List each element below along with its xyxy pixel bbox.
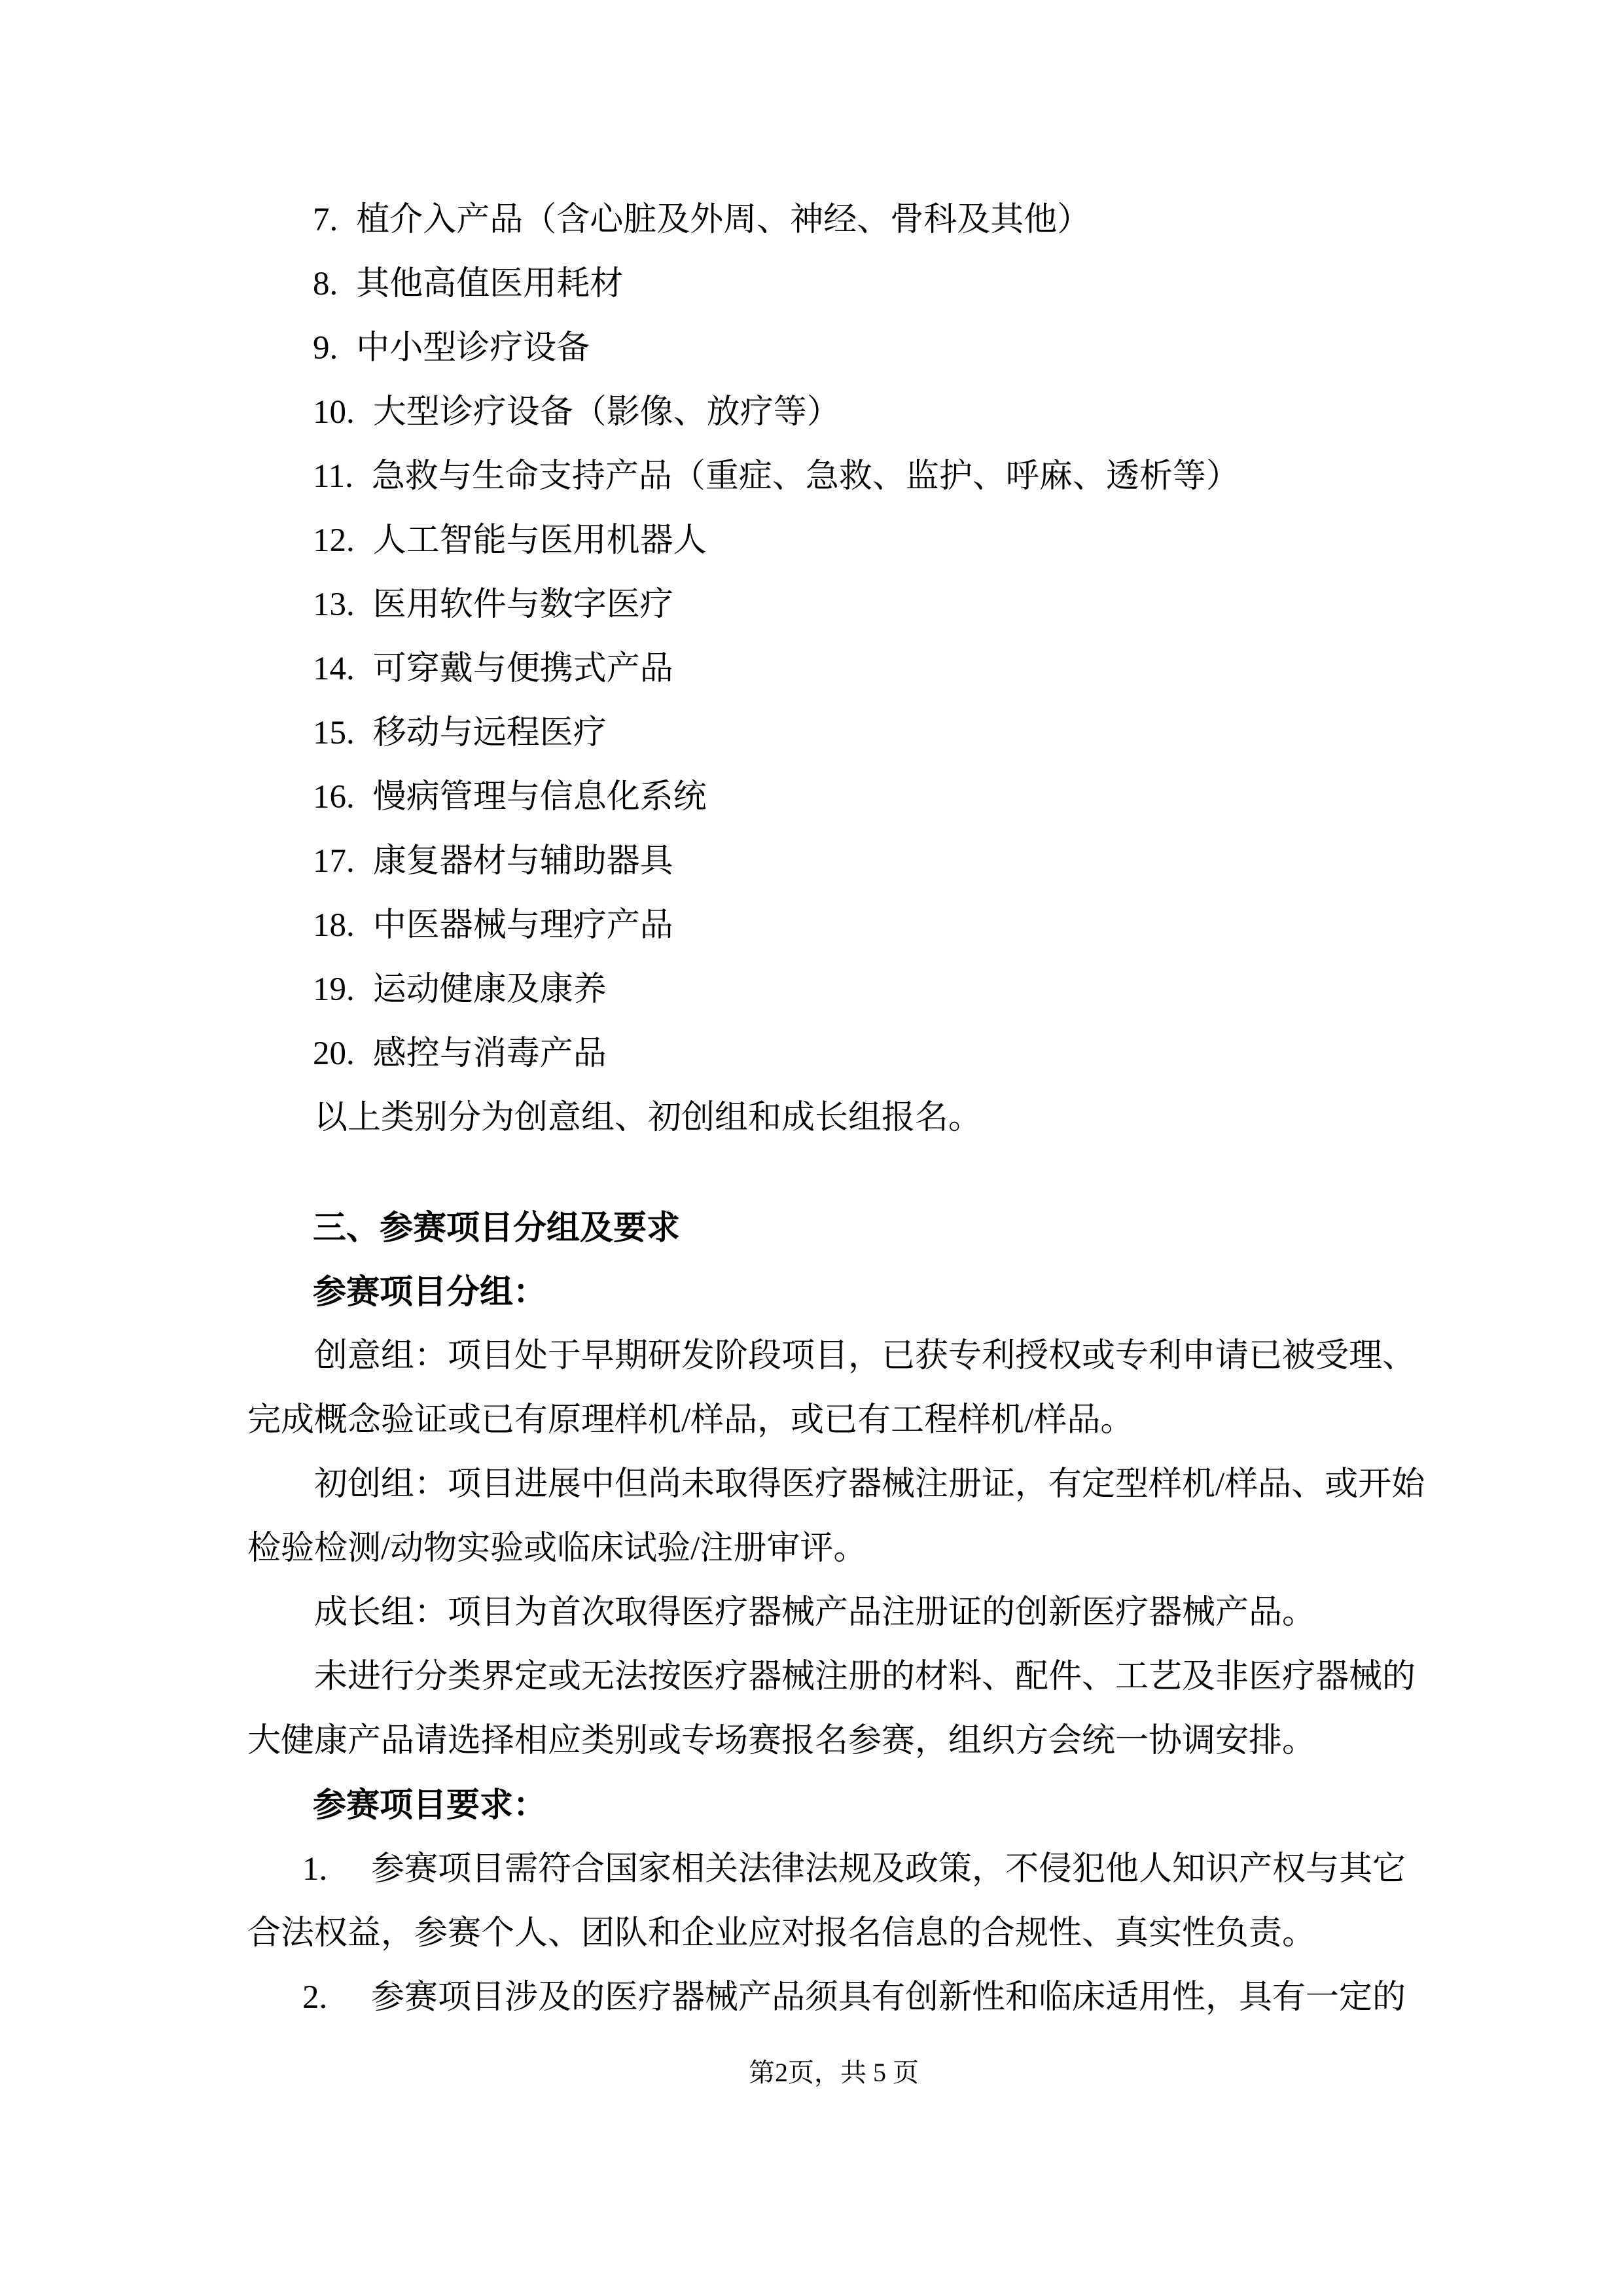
list-item-text: 可穿戴与便携式产品 bbox=[372, 651, 673, 687]
page-footer bbox=[247, 2055, 1420, 2090]
list-item-text: 感控与消毒产品 bbox=[372, 1035, 607, 1072]
text-line: 完成概念验证或已有原理样机/样品，或已有工程样机/样品。 bbox=[247, 1402, 1134, 1439]
text-line bbox=[247, 252, 1420, 316]
list-item-text: 运动健康及康养 bbox=[372, 971, 607, 1008]
text-line bbox=[247, 893, 1420, 958]
list-number: 8. bbox=[313, 266, 338, 302]
text-line bbox=[247, 444, 1420, 509]
list-item-text: 参赛项目涉及的医疗器械产品须具有创新性和临床适用性，具有一定的 bbox=[371, 1979, 1406, 2016]
list-number: 15. bbox=[313, 715, 355, 751]
section-heading: 参赛项目要求： bbox=[313, 1786, 547, 1823]
list-number: 12. bbox=[313, 522, 355, 559]
text-line bbox=[247, 380, 1420, 444]
list-item-text: 移动与远程医疗 bbox=[372, 715, 607, 751]
list-number: 9. bbox=[313, 330, 338, 367]
text-line bbox=[247, 188, 1420, 252]
list-item-text: 中小型诊疗设备 bbox=[356, 330, 590, 367]
list-number: 11. bbox=[313, 458, 353, 495]
text-line bbox=[247, 1965, 1420, 2030]
text-line bbox=[247, 829, 1420, 893]
list-item-text: 中医器械与理疗产品 bbox=[372, 907, 673, 944]
list-number: 19. bbox=[313, 971, 355, 1008]
list-number: 7. bbox=[313, 202, 338, 238]
text-line: 未进行分类界定或无法按医疗器械注册的材料、配件、工艺及非医疗器械的 bbox=[314, 1659, 1416, 1695]
text-line: 大健康产品请选择相应类别或专场赛报名参赛，组织方会统一协调安排。 bbox=[247, 1723, 1316, 1759]
text-line: 检验检测/动物实验或临床试验/注册审评。 bbox=[247, 1530, 867, 1567]
text-line bbox=[247, 637, 1420, 701]
section-heading: 三、参赛项目分组及要求 bbox=[313, 1209, 681, 1246]
text-line bbox=[247, 701, 1420, 765]
list-number: 10. bbox=[313, 394, 355, 431]
list-number: 2. bbox=[302, 1979, 328, 2016]
text-line bbox=[247, 958, 1420, 1022]
text-line bbox=[247, 509, 1420, 573]
list-number: 16. bbox=[313, 779, 355, 816]
text-line bbox=[247, 765, 1420, 829]
list-number: 1. bbox=[302, 1851, 328, 1888]
list-item-text: 康复器材与辅助器具 bbox=[372, 843, 673, 880]
list-item-text: 参赛项目需符合国家相关法律法规及政策，不侵犯他人知识产权与其它 bbox=[371, 1851, 1406, 1888]
text-line: 以上类别分为创意组、初创组和成长组报名。 bbox=[314, 1100, 982, 1136]
list-item-text: 大型诊疗设备（影像、放疗等） bbox=[372, 394, 840, 431]
list-item-text: 慢病管理与信息化系统 bbox=[372, 779, 707, 816]
list-number: 20. bbox=[313, 1035, 355, 1072]
text-line: 初创组：项目进展中但尚未取得医疗器械注册证，有定型样机/样品、或开始 bbox=[314, 1466, 1425, 1503]
list-number: 17. bbox=[313, 843, 355, 880]
text-line bbox=[247, 316, 1420, 380]
section-heading: 参赛项目分组： bbox=[313, 1273, 547, 1310]
paragraph-gap bbox=[247, 1150, 1420, 1196]
list-number: 18. bbox=[313, 907, 355, 944]
list-item-text: 医用软件与数字医疗 bbox=[372, 586, 673, 623]
list-item-text: 其他高值医用耗材 bbox=[356, 266, 624, 302]
list-item-text: 急救与生命支持产品（重症、急救、监护、呼麻、透析等） bbox=[371, 458, 1240, 495]
page-number-text: 第2页，共 5 页 bbox=[749, 2058, 919, 2087]
text-line bbox=[247, 1837, 1420, 1901]
text-line: 成长组：项目为首次取得医疗器械产品注册证的创新医疗器械产品。 bbox=[314, 1594, 1316, 1631]
text-line: 合法权益，参赛个人、团队和企业应对报名信息的合规性、真实性负责。 bbox=[247, 1915, 1316, 1952]
list-number: 13. bbox=[313, 586, 355, 623]
text-line: 创意组：项目处于早期研发阶段项目，已获专利授权或专利申请已被受理、 bbox=[314, 1338, 1416, 1374]
list-item-text: 植介入产品（含心脏及外周、神经、骨科及其他） bbox=[356, 202, 1091, 238]
text-line bbox=[247, 1022, 1420, 1086]
text-line bbox=[247, 573, 1420, 637]
list-item-text: 人工智能与医用机器人 bbox=[372, 522, 707, 559]
list-number: 14. bbox=[313, 651, 355, 687]
document-body bbox=[247, 188, 1425, 2030]
